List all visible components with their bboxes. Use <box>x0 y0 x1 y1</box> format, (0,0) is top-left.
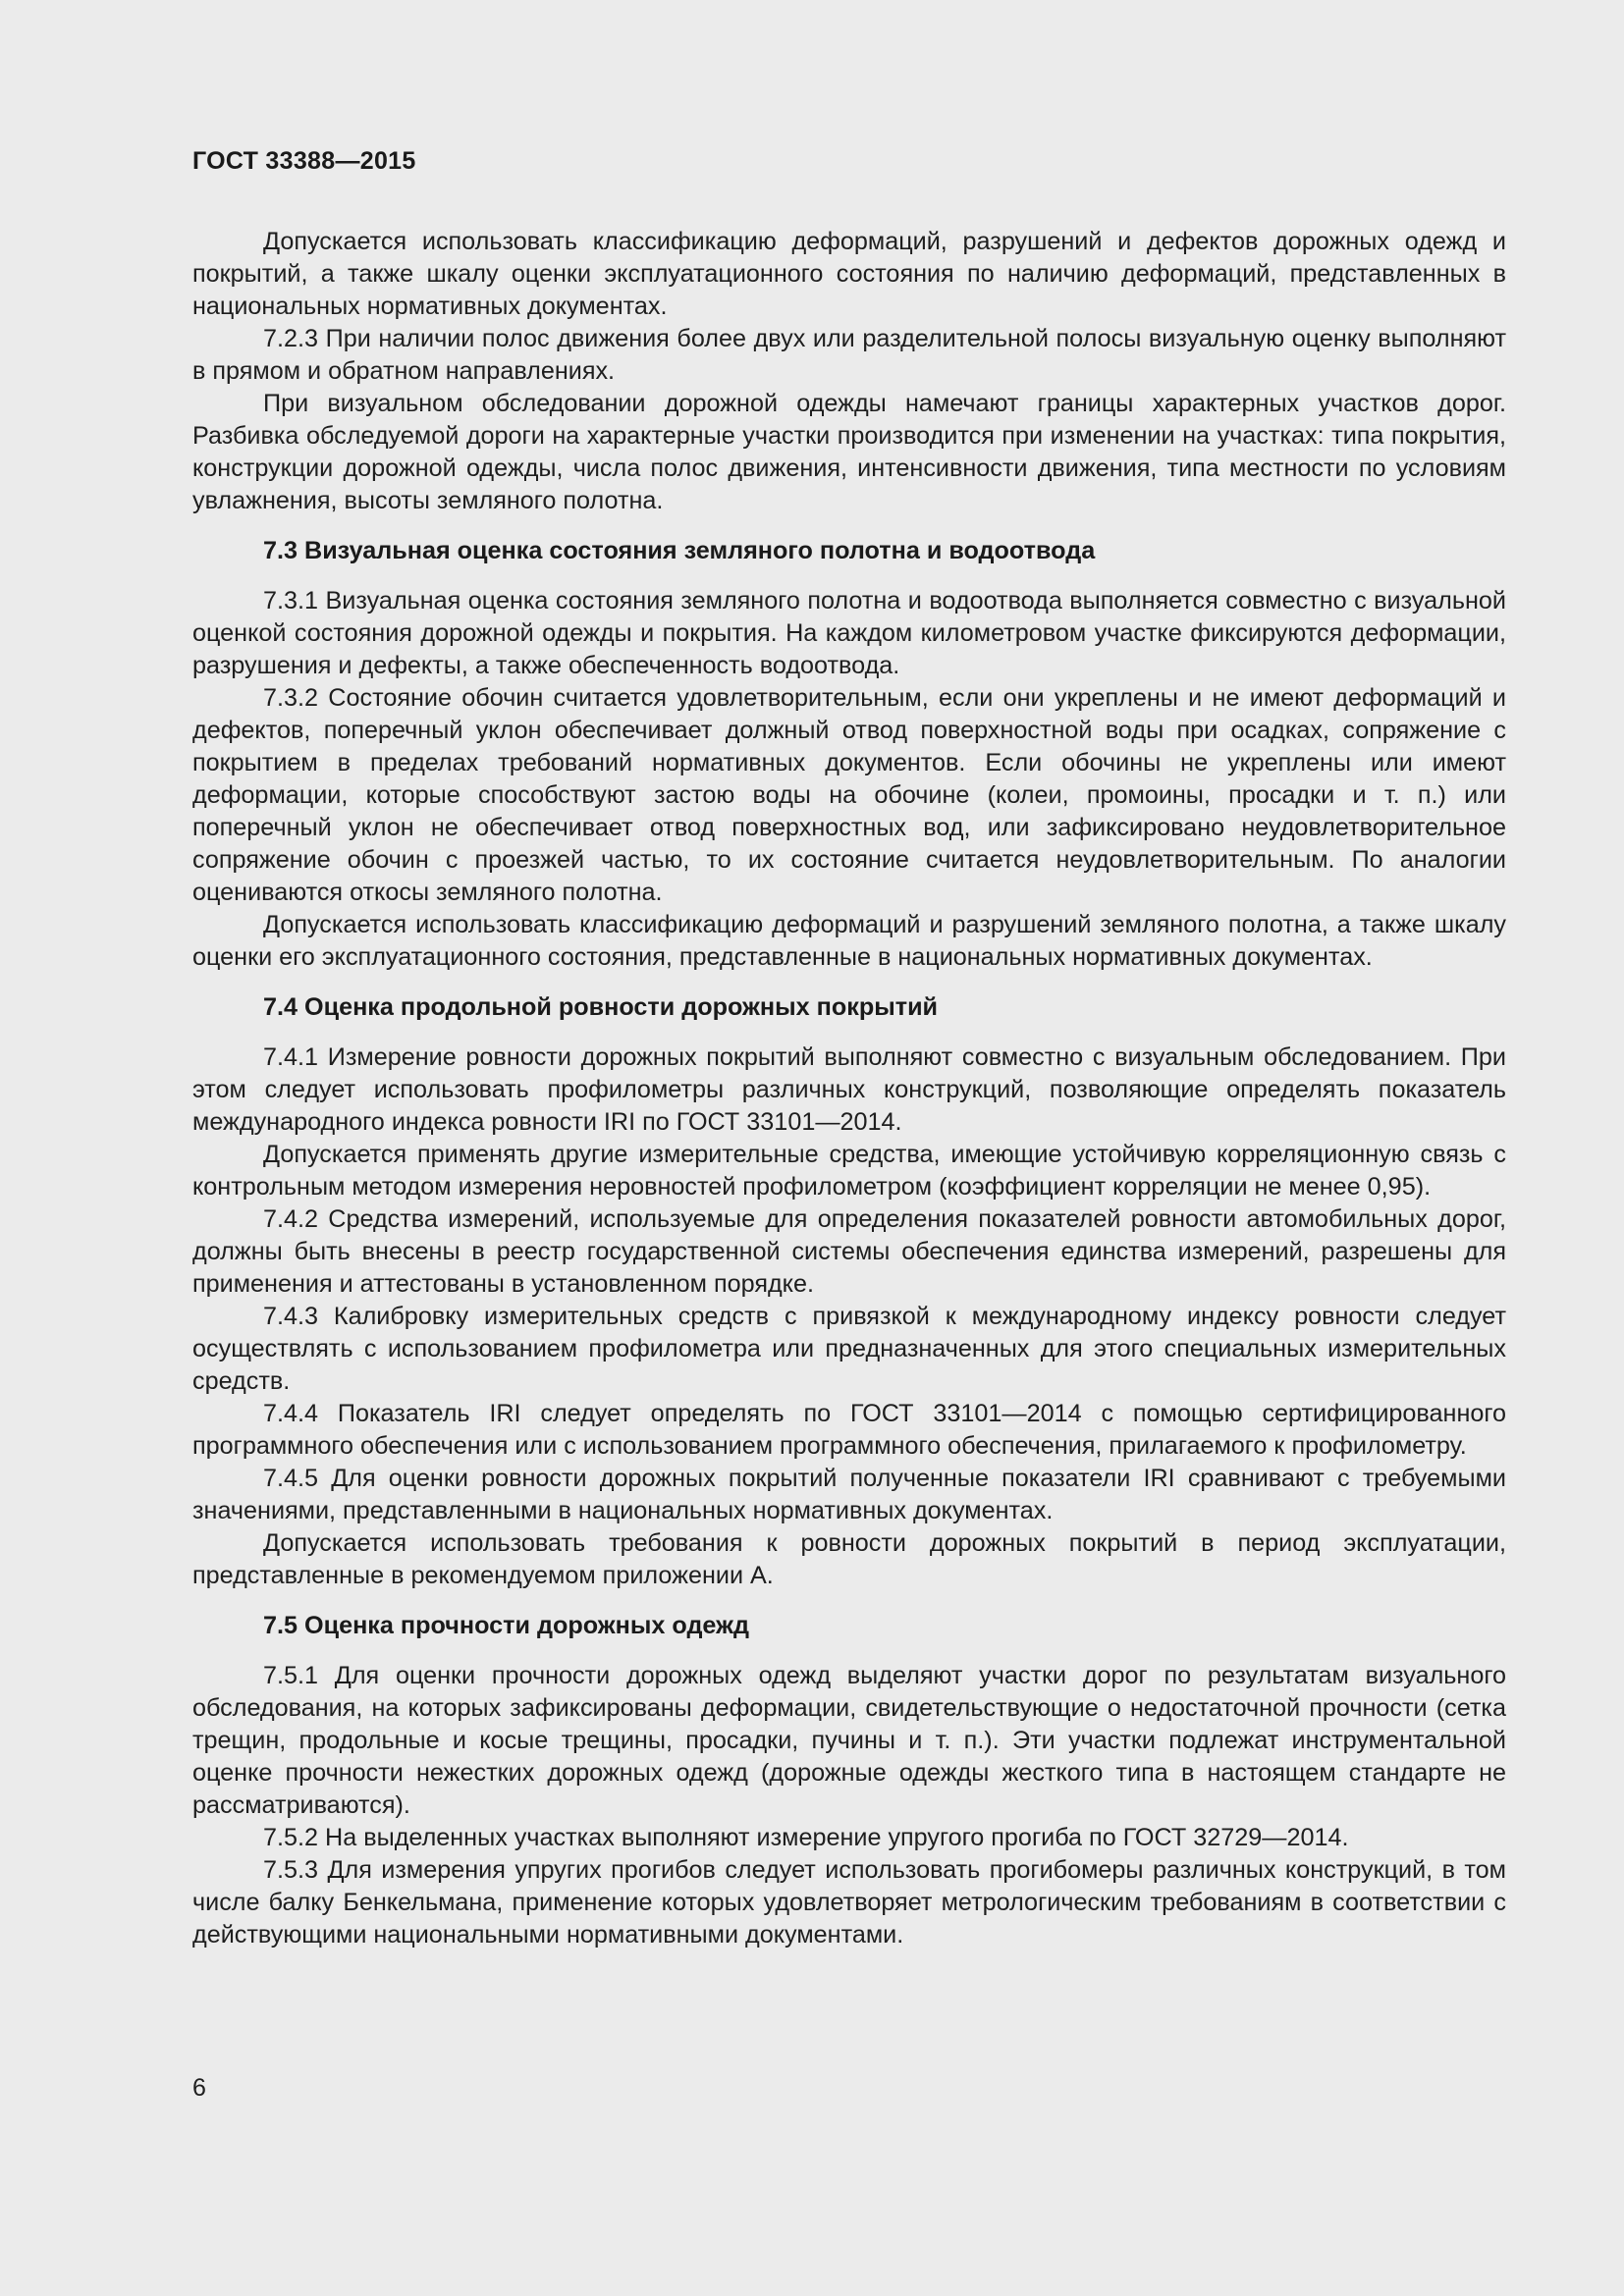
paragraph: Допускается применять другие измерительные средства, имеющие устойчивую корреляционную связь с контрольным методом измерения неровностей профилометром (коэффициент корреляции не менее 0,95). <box>192 1141 1506 1201</box>
paragraph-7-4-4: 7.4.4 Показатель IRI следует определять по ГОСТ 33101—2014 с помощью сертифицированного программного обеспечения или с использованием программного обеспечения, прилагаемого к профилометру. <box>192 1400 1506 1460</box>
paragraph-7-4-5: 7.4.5 Для оценки ровности дорожных покрытий полученные показатели IRI сравнивают с требуемыми значениями, представленными в национальных нормативных документах. <box>192 1465 1506 1524</box>
paragraph-7-5-1: 7.5.1 Для оценки прочности дорожных одежд выделяют участки дорог по результатам визуального обследования, на которых зафиксированы деформации, свидетельствующие о недостаточной прочности (сетка трещин, продольные и косые трещины, просадки, пучины и т. п.). Эти участки подлежат инструментальной оценке прочности нежестких дорожных одежд (дорожные одежды жесткого типа в настоящем стандарте не рассматриваются). <box>192 1662 1506 1819</box>
paragraph: Допускается использовать классификацию деформаций, разрушений и дефектов дорожных одежд и покрытий, а также шкалу оценки эксплуатационного состояния по наличию деформаций, представленных в национальных нормативных документах. <box>192 228 1506 320</box>
paragraph-7-3-2: 7.3.2 Состояние обочин считается удовлетворительным, если они укреплены и не имеют деформаций и дефектов, поперечный уклон обеспечивает должный отвод поверхностной воды при осадках, сопряжение с покрытием в пределах требований нормативных документов. Если обочины не укреплены или имеют деформации, которые способствуют застою воды на обочине (колеи, промоины, просадки и т. п.) или поперечный уклон не обеспечивает отвод поверхностных вод, или зафиксировано неудовлетворительное сопряжение обочин с проезжей частью, то их состояние считается неудовлетворительным. По аналогии оцениваются откосы земляного полотна. <box>192 684 1506 906</box>
paragraph: Допускается использовать классификацию деформаций и разрушений земляного полотна, а также шкалу оценки его эксплуатационного состояния, представленные в национальных нормативных документах. <box>192 911 1506 971</box>
paragraph-7-4-1: 7.4.1 Измерение ровности дорожных покрытий выполняют совместно с визуальным обследованием. При этом следует использовать профилометры различных конструкций, позволяющие определять показатель международного индекса ровности IRI по ГОСТ 33101—2014. <box>192 1043 1506 1136</box>
document-body <box>192 226 1506 1951</box>
document-code-header: ГОСТ 33388—2015 <box>192 147 416 175</box>
paragraph-7-2-3: 7.2.3 При наличии полос движения более двух или разделительной полосы визуальную оценку выполняют в прямом и обратном направлениях. <box>192 325 1506 385</box>
paragraph-7-5-2: 7.5.2 На выделенных участках выполняют измерение упругого прогиба по ГОСТ 32729—2014. <box>263 1824 1349 1851</box>
section-heading-7-4: 7.4 Оценка продольной ровности дорожных покрытий <box>263 993 939 1021</box>
paragraph-7-5-3: 7.5.3 Для измерения упругих прогибов следует использовать прогибомеры различных конструкций, в том числе балку Бенкельмана, применение которых удовлетворяет метрологическим требованиям в соответствии с действующими национальными нормативными документами. <box>192 1856 1506 1949</box>
section-heading-7-3: 7.3 Визуальная оценка состояния земляного полотна и водоотвода <box>263 537 1096 564</box>
paragraph: Допускается использовать требования к ровности дорожных покрытий в период эксплуатации, представленные в рекомендуемом приложении А. <box>192 1529 1506 1589</box>
paragraph-7-3-1: 7.3.1 Визуальная оценка состояния земляного полотна и водоотвода выполняется совместно с визуальной оценкой состояния дорожной одежды и покрытия. На каждом километровом участке фиксируются деформации, разрушения и дефекты, а также обеспеченность водоотвода. <box>192 587 1506 679</box>
paragraph-7-4-3: 7.4.3 Калибровку измерительных средств с привязкой к международному индексу ровности следует осуществлять с использованием профилометра или предназначенных для этого специальных измерительных средств. <box>192 1303 1506 1395</box>
page-number: 6 <box>192 2074 206 2102</box>
paragraph-7-4-2: 7.4.2 Средства измерений, используемые для определения показателей ровности автомобильных дорог, должны быть внесены в реестр государственной системы обеспечения единства измерений, разрешены для применения и аттестованы в установленном порядке. <box>192 1205 1506 1298</box>
section-heading-7-5: 7.5 Оценка прочности дорожных одежд <box>263 1612 749 1639</box>
paragraph: При визуальном обследовании дорожной одежды намечают границы характерных участков дорог. Разбивка обследуемой дороги на характерные участки производится при изменении на участках: типа покрытия, конструкции дорожной одежды, числа полос движения, интенсивности движения, типа местности по условиям увлажнения, высоты земляного полотна. <box>192 390 1506 514</box>
